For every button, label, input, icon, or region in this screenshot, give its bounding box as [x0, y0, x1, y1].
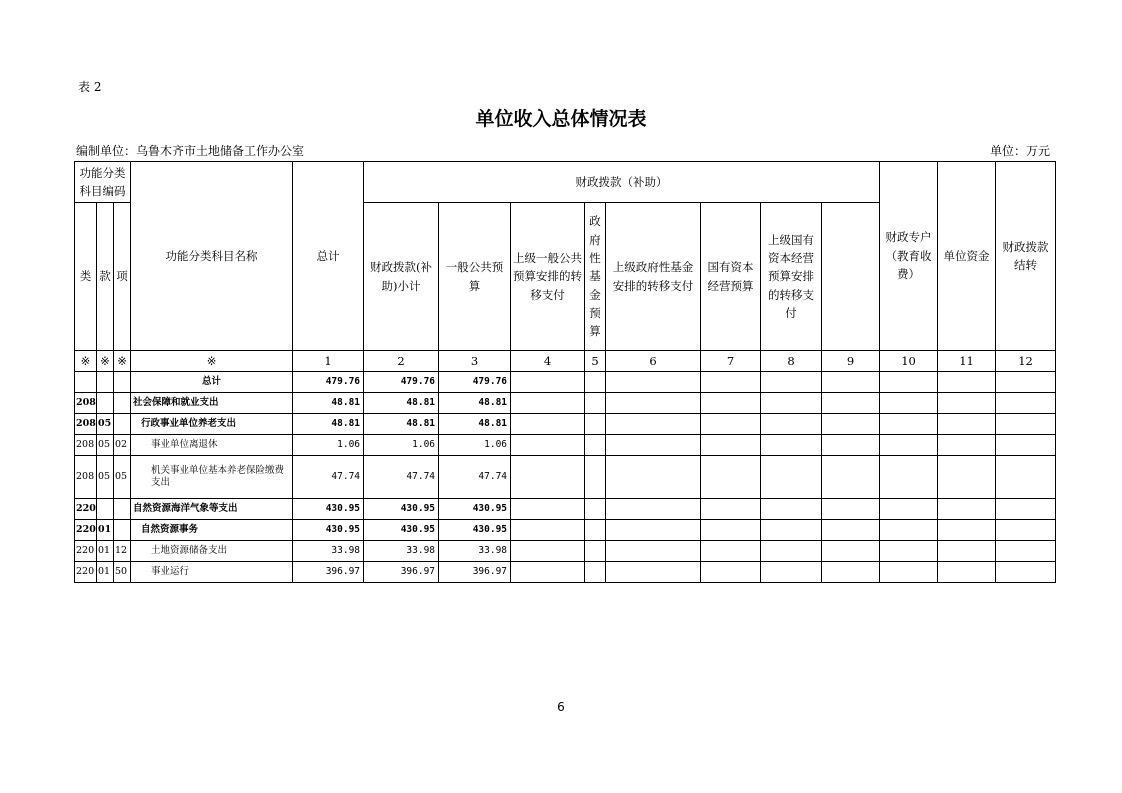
- cell-empty: [701, 393, 761, 414]
- cell-subtotal: 479.76: [364, 372, 439, 393]
- cell-total: 479.76: [293, 372, 364, 393]
- cell-empty: [585, 456, 606, 499]
- cell-empty: [880, 520, 938, 541]
- cell-empty: [585, 435, 606, 456]
- cell-empty: [701, 541, 761, 562]
- index-cell: 3: [439, 351, 511, 372]
- cell-empty: [606, 541, 701, 562]
- cell-empty: [761, 435, 822, 456]
- cell-empty: [585, 393, 606, 414]
- cell-lei: 220: [75, 541, 97, 562]
- cell-xiang: [114, 499, 131, 520]
- cell-subtotal: 396.97: [364, 562, 439, 583]
- index-cell: ※: [114, 351, 131, 372]
- cell-empty: [511, 499, 585, 520]
- cell-empty: [996, 520, 1056, 541]
- index-cell: 1: [293, 351, 364, 372]
- index-cell: 6: [606, 351, 701, 372]
- cell-lei: 208: [75, 456, 97, 499]
- cell-kuan: 05: [97, 435, 114, 456]
- cell-empty: [606, 372, 701, 393]
- cell-empty: [880, 499, 938, 520]
- cell-empty: [938, 372, 996, 393]
- table-row: [75, 435, 1056, 456]
- index-cell: 12: [996, 351, 1056, 372]
- cell-empty: [761, 562, 822, 583]
- cell-empty: [822, 520, 880, 541]
- cell-empty: [606, 414, 701, 435]
- cell-name: 自然资源事务: [131, 520, 293, 541]
- cell-empty: [701, 562, 761, 583]
- cell-empty: [606, 499, 701, 520]
- header-fiscal-group: 财政拨款（补助）: [364, 162, 880, 203]
- cell-empty: [996, 541, 1056, 562]
- cell-name: 土地资源储备支出: [131, 541, 293, 562]
- cell-empty: [822, 414, 880, 435]
- header-general-budget: 一般公共预算: [439, 203, 511, 351]
- header-row-1: [75, 162, 1056, 203]
- table-row: [75, 562, 1056, 583]
- cell-total: 48.81: [293, 393, 364, 414]
- cell-xiang: [114, 414, 131, 435]
- cell-empty: [938, 456, 996, 499]
- cell-xiang: 50: [114, 562, 131, 583]
- cell-kuan: 05: [97, 414, 114, 435]
- cell-subtotal: 430.95: [364, 520, 439, 541]
- cell-empty: [585, 562, 606, 583]
- header-gov-fund-budget: 政府性基金预算: [585, 203, 606, 351]
- cell-name: 自然资源海洋气象等支出: [131, 499, 293, 520]
- cell-total: 1.06: [293, 435, 364, 456]
- cell-general: 47.74: [439, 456, 511, 499]
- header-lei: 类: [75, 203, 97, 351]
- cell-total: 33.98: [293, 541, 364, 562]
- header-upper-fund-transfer: 上级政府性基金安排的转移支付: [606, 203, 701, 351]
- index-cell: 7: [701, 351, 761, 372]
- table-row: [75, 393, 1056, 414]
- cell-empty: [938, 393, 996, 414]
- cell-xiang: [114, 393, 131, 414]
- header-upper-state-transfer: 上级国有资本经营预算安排的转移支付: [761, 203, 822, 351]
- cell-empty: [761, 414, 822, 435]
- table-row: [75, 414, 1056, 435]
- cell-empty: [822, 541, 880, 562]
- cell-empty: [585, 520, 606, 541]
- index-cell: 5: [585, 351, 606, 372]
- organization-label: 编制单位：乌鲁木齐市土地储备工作办公室: [76, 144, 305, 158]
- cell-empty: [996, 456, 1056, 499]
- cell-empty: [880, 414, 938, 435]
- index-cell: ※: [75, 351, 97, 372]
- table-row-total: [75, 372, 1056, 393]
- cell-empty: [761, 520, 822, 541]
- cell-empty: [996, 562, 1056, 583]
- cell-empty: [511, 372, 585, 393]
- index-cell: 11: [938, 351, 996, 372]
- table-row: [75, 499, 1056, 520]
- cell-name: 事业运行: [131, 562, 293, 583]
- cell-general: 48.81: [439, 393, 511, 414]
- header-special-account: 财政专户（教育收费）: [880, 162, 938, 351]
- cell-empty: [822, 393, 880, 414]
- cell-empty: [511, 414, 585, 435]
- cell-name: 总计: [131, 372, 293, 393]
- cell-name: 机关事业单位基本养老保险缴费支出: [131, 456, 293, 499]
- cell-total: 396.97: [293, 562, 364, 583]
- cell-lei: 220: [75, 562, 97, 583]
- index-cell: 2: [364, 351, 439, 372]
- cell-kuan: 01: [97, 520, 114, 541]
- cell-subtotal: 47.74: [364, 456, 439, 499]
- cell-empty: [511, 456, 585, 499]
- index-cell: ※: [131, 351, 293, 372]
- header-func-code: 功能分类科目编码: [75, 162, 131, 203]
- header-kuan: 款: [97, 203, 114, 351]
- page-number: 6: [557, 700, 565, 714]
- index-row: [75, 351, 1056, 372]
- cell-name: 事业单位离退休: [131, 435, 293, 456]
- cell-empty: [761, 372, 822, 393]
- cell-general: 1.06: [439, 435, 511, 456]
- header-upper-general-transfer: 上级一般公共预算安排的转移支付: [511, 203, 585, 351]
- table-row: [75, 541, 1056, 562]
- cell-lei: [75, 372, 97, 393]
- cell-xiang: 05: [114, 456, 131, 499]
- cell-empty: [606, 562, 701, 583]
- cell-kuan: [97, 372, 114, 393]
- cell-total: 430.95: [293, 520, 364, 541]
- cell-empty: [585, 414, 606, 435]
- index-cell: 10: [880, 351, 938, 372]
- income-table: [74, 161, 1056, 583]
- cell-empty: [701, 499, 761, 520]
- cell-empty: [701, 456, 761, 499]
- header-state-capital-budget: 国有资本经营预算: [701, 203, 761, 351]
- cell-empty: [606, 456, 701, 499]
- cell-empty: [938, 541, 996, 562]
- cell-kuan: [97, 499, 114, 520]
- cell-general: 48.81: [439, 414, 511, 435]
- cell-empty: [938, 520, 996, 541]
- cell-empty: [585, 372, 606, 393]
- cell-kuan: [97, 393, 114, 414]
- cell-kuan: 05: [97, 456, 114, 499]
- cell-lei: 220: [75, 499, 97, 520]
- cell-empty: [761, 499, 822, 520]
- cell-xiang: 12: [114, 541, 131, 562]
- cell-xiang: 02: [114, 435, 131, 456]
- cell-empty: [880, 372, 938, 393]
- cell-name: 行政事业单位养老支出: [131, 414, 293, 435]
- cell-general: 430.95: [439, 499, 511, 520]
- cell-empty: [701, 435, 761, 456]
- index-cell: 8: [761, 351, 822, 372]
- cell-empty: [880, 541, 938, 562]
- cell-empty: [938, 499, 996, 520]
- cell-empty: [701, 520, 761, 541]
- header-xiang: 项: [114, 203, 131, 351]
- cell-empty: [761, 393, 822, 414]
- cell-empty: [822, 435, 880, 456]
- cell-empty: [585, 499, 606, 520]
- cell-empty: [996, 393, 1056, 414]
- index-cell: ※: [97, 351, 114, 372]
- page-title: 单位收入总体情况表: [475, 108, 647, 130]
- cell-empty: [996, 435, 1056, 456]
- cell-subtotal: 48.81: [364, 393, 439, 414]
- cell-lei: 220: [75, 520, 97, 541]
- cell-empty: [701, 414, 761, 435]
- header-fiscal-subtotal: 财政拨款(补助)小计: [364, 203, 439, 351]
- header-unit-funds: 单位资金: [938, 162, 996, 351]
- cell-lei: 208: [75, 435, 97, 456]
- table-row: [75, 456, 1056, 499]
- cell-empty: [938, 562, 996, 583]
- cell-general: 479.76: [439, 372, 511, 393]
- table-row: [75, 520, 1056, 541]
- cell-empty: [822, 372, 880, 393]
- cell-kuan: 01: [97, 562, 114, 583]
- cell-empty: [511, 562, 585, 583]
- cell-xiang: [114, 520, 131, 541]
- cell-empty: [606, 520, 701, 541]
- cell-empty: [996, 414, 1056, 435]
- cell-lei: 208: [75, 414, 97, 435]
- cell-kuan: 01: [97, 541, 114, 562]
- cell-empty: [822, 562, 880, 583]
- cell-empty: [880, 456, 938, 499]
- cell-name: 社会保障和就业支出: [131, 393, 293, 414]
- cell-empty: [822, 456, 880, 499]
- index-cell: 9: [822, 351, 880, 372]
- header-fiscal-carryover: 财政拨款结转: [996, 162, 1056, 351]
- cell-general: 430.95: [439, 520, 511, 541]
- cell-subtotal: 1.06: [364, 435, 439, 456]
- cell-empty: [822, 499, 880, 520]
- index-cell: 4: [511, 351, 585, 372]
- cell-subtotal: 33.98: [364, 541, 439, 562]
- cell-general: 33.98: [439, 541, 511, 562]
- unit-label: 单位：万元: [989, 144, 1050, 158]
- cell-empty: [761, 541, 822, 562]
- header-func-name: 功能分类科目名称: [131, 162, 293, 351]
- cell-general: 396.97: [439, 562, 511, 583]
- cell-empty: [880, 435, 938, 456]
- cell-empty: [511, 520, 585, 541]
- cell-empty: [511, 393, 585, 414]
- cell-subtotal: 48.81: [364, 414, 439, 435]
- header-total: 总计: [293, 162, 364, 351]
- cell-empty: [761, 456, 822, 499]
- cell-empty: [511, 541, 585, 562]
- cell-lei: 208: [75, 393, 97, 414]
- cell-total: 430.95: [293, 499, 364, 520]
- cell-empty: [938, 435, 996, 456]
- table-number: 表 2: [78, 80, 102, 94]
- cell-empty: [511, 435, 585, 456]
- cell-empty: [880, 562, 938, 583]
- cell-empty: [701, 372, 761, 393]
- cell-empty: [606, 393, 701, 414]
- cell-total: 47.74: [293, 456, 364, 499]
- cell-empty: [938, 414, 996, 435]
- cell-empty: [996, 499, 1056, 520]
- cell-empty: [606, 435, 701, 456]
- cell-empty: [585, 541, 606, 562]
- cell-xiang: [114, 372, 131, 393]
- cell-subtotal: 430.95: [364, 499, 439, 520]
- cell-empty: [996, 372, 1056, 393]
- cell-total: 48.81: [293, 414, 364, 435]
- cell-empty: [880, 393, 938, 414]
